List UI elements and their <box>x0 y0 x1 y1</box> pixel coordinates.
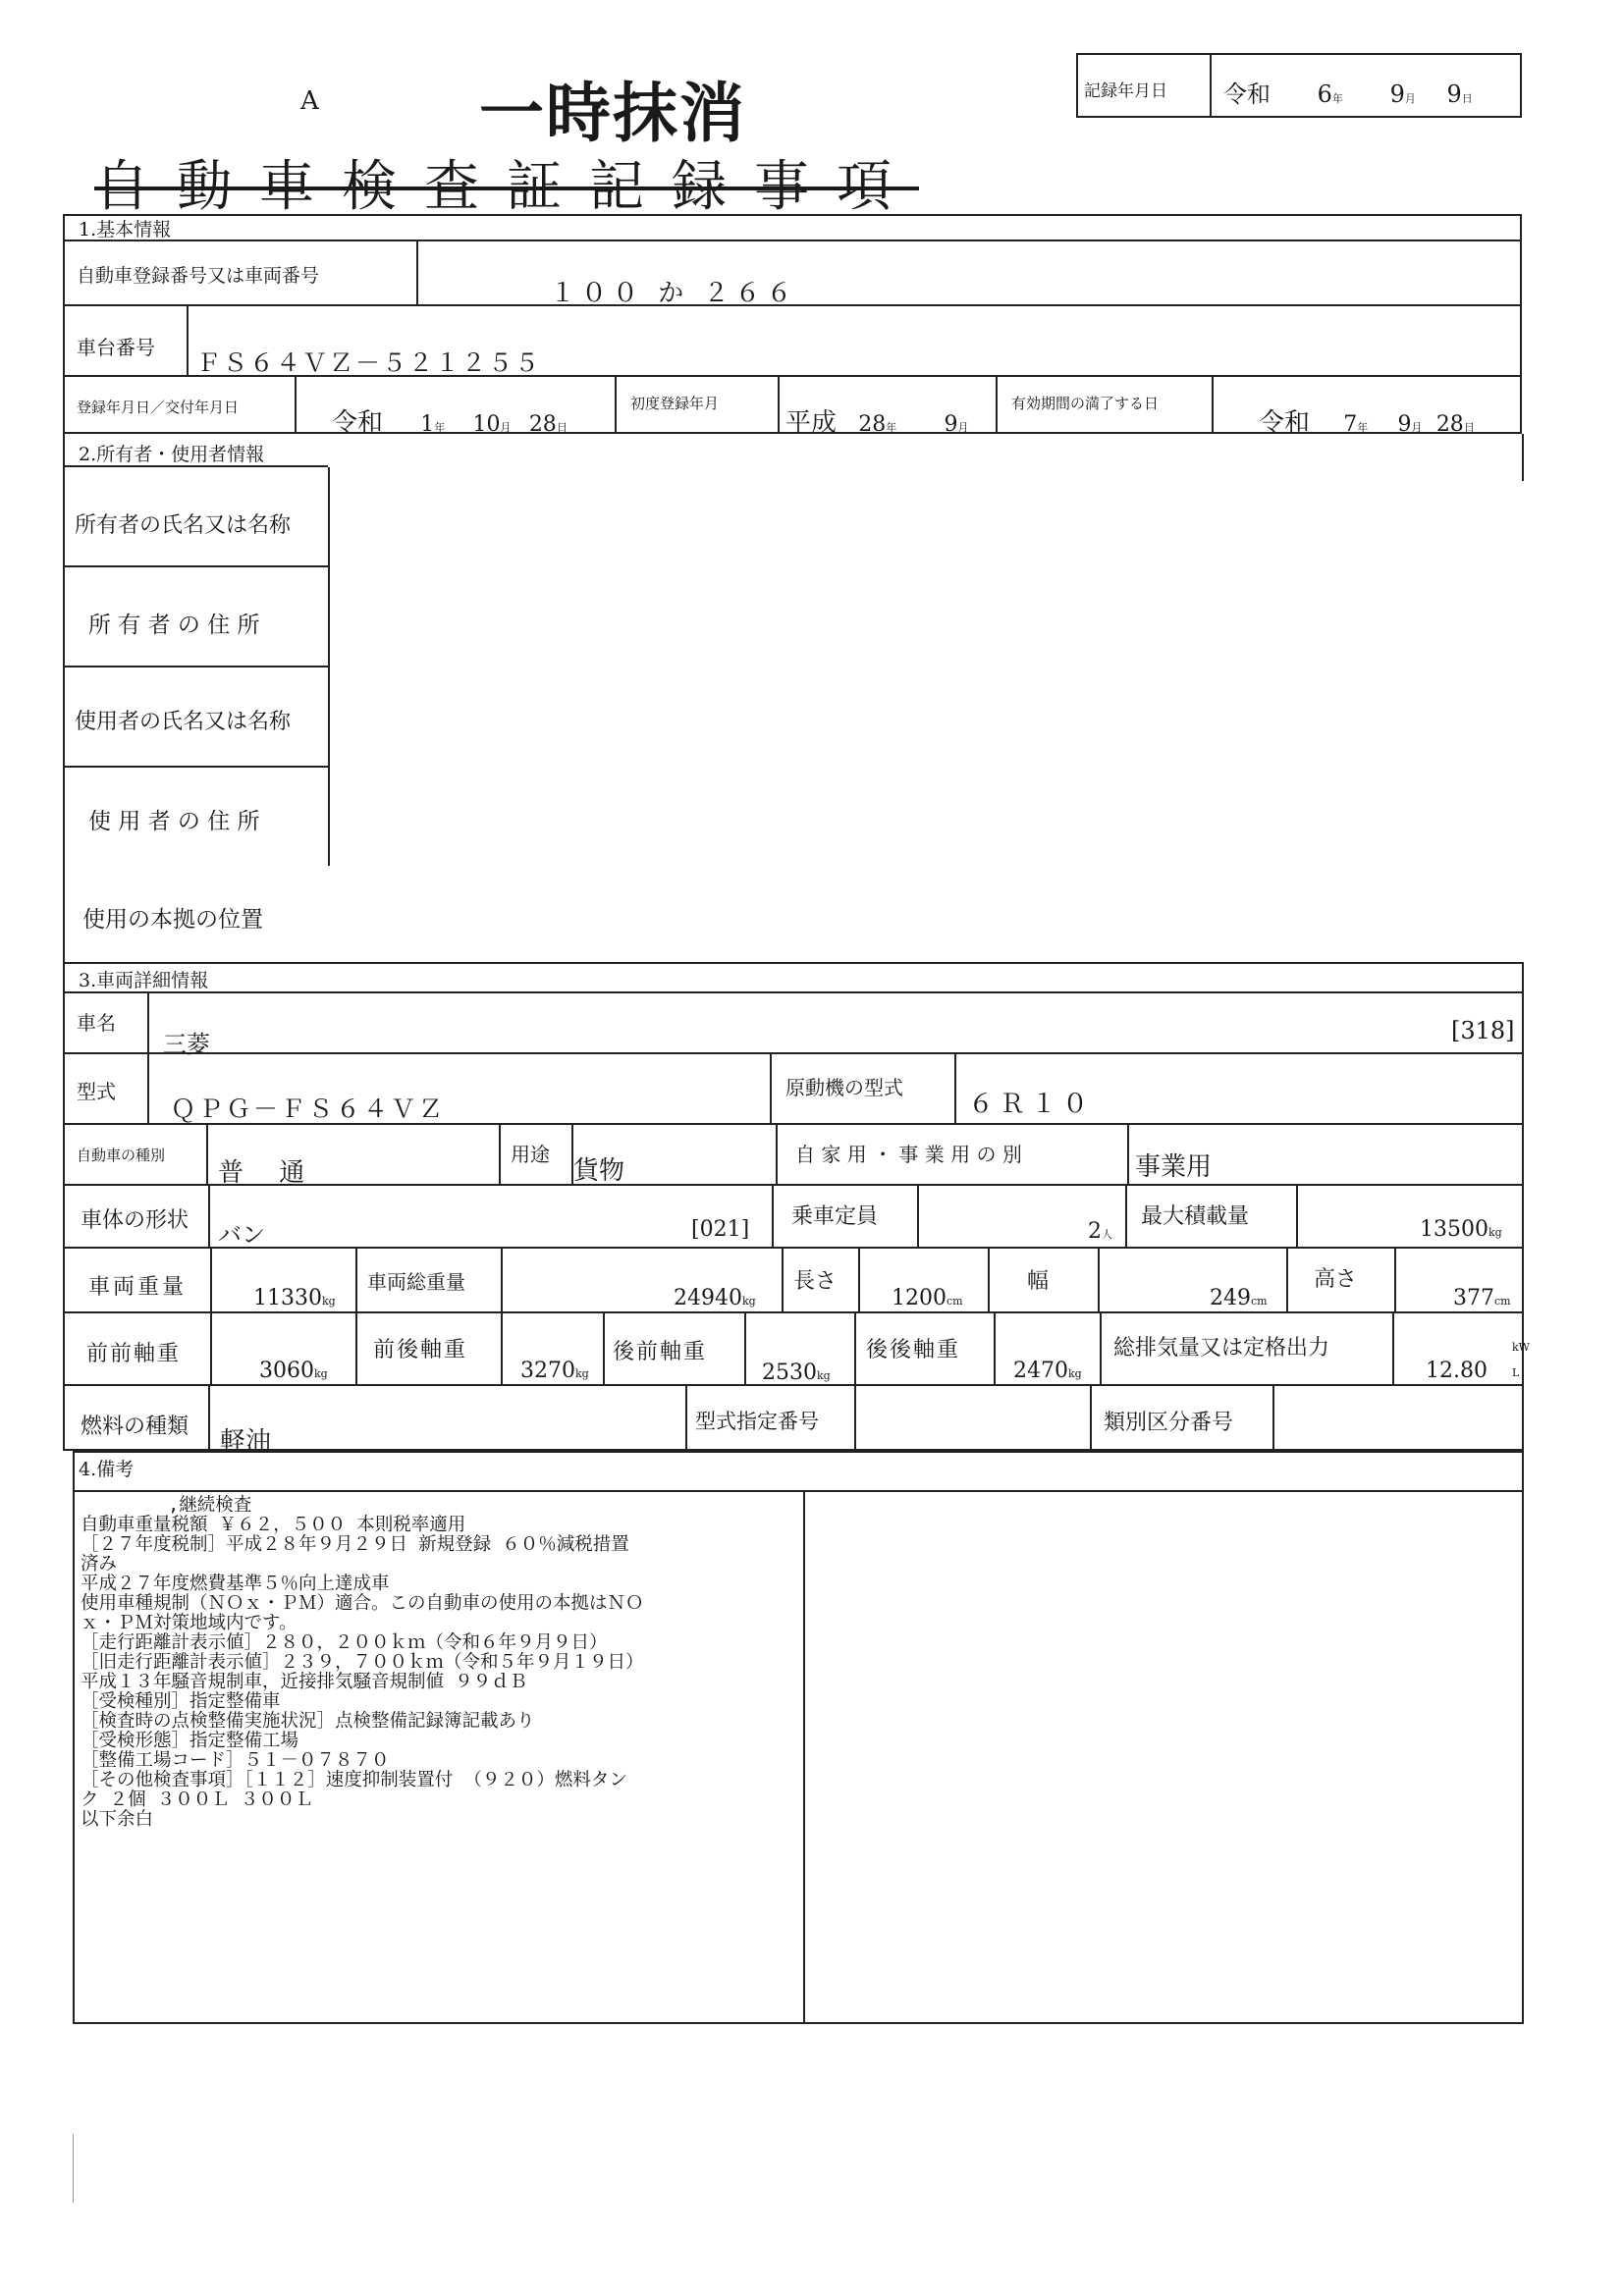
rear-front-axle-label: 後前軸重 <box>613 1340 708 1364</box>
max-load-value: 13500kg <box>1420 1217 1502 1242</box>
section-vehicle-title: 3.車両詳細情報 <box>79 970 209 991</box>
capacity-value: 2人 <box>1088 1219 1112 1244</box>
header-mark: A <box>300 86 319 116</box>
displacement-label: 総排気量又は定格出力 <box>1113 1336 1330 1361</box>
remarks-line: ［受検形態］指定整備工場 <box>81 1731 299 1751</box>
engine-model-value: ６Ｒ１０ <box>968 1090 1095 1119</box>
remarks-line: ク ２個 ３００Ｌ ３００Ｌ <box>81 1789 313 1810</box>
model-label: 型式 <box>77 1080 116 1103</box>
fuel-type-label: 燃料の種類 <box>81 1415 189 1439</box>
displacement-unit-kw: kW <box>1512 1341 1530 1354</box>
vehicle-weight-label: 車両重量 <box>88 1275 188 1300</box>
body-shape-value: バン <box>218 1221 265 1249</box>
record-date-label: 記録年月日 <box>1084 81 1167 101</box>
user-address-label: 使 用 者 の 住 所 <box>88 809 260 834</box>
owner-address-label: 所 有 者 の 住 所 <box>88 613 260 638</box>
remarks-line: 使用車種規制（ＮＯｘ・ＰＭ）適合。この自動車の使用の本拠はＮＯ <box>81 1593 644 1614</box>
remarks-line: 済み <box>81 1554 118 1575</box>
rear-rear-axle-label: 後後軸重 <box>866 1338 961 1362</box>
front-front-axle-label: 前前軸重 <box>86 1342 182 1366</box>
width-value: 249cm <box>1210 1286 1268 1310</box>
engine-model-label: 原動機の型式 <box>785 1076 903 1099</box>
section-remarks-title: 4.備考 <box>79 1459 135 1480</box>
owner-name-label: 所有者の氏名又は名称 <box>75 513 292 538</box>
user-name-label: 使用者の氏名又は名称 <box>75 710 292 734</box>
type-designation-label: 型式指定番号 <box>695 1410 819 1433</box>
car-name-label: 車名 <box>77 1011 116 1035</box>
fuel-type-value: 軽油 <box>220 1427 272 1457</box>
remarks-line: ［その他検査事項］［１１２］速度抑制装置付 （９２０）燃料タン <box>81 1770 627 1790</box>
base-location-label: 使用の本拠の位置 <box>82 907 263 933</box>
remarks-line: ｘ・ＰＭ対策地域内です。 <box>81 1613 298 1633</box>
temporary-cancellation-stamp: 一時抹消 <box>479 76 746 151</box>
private-business-value: 事業用 <box>1135 1152 1213 1182</box>
front-rear-axle-value: 3270kg <box>520 1359 589 1383</box>
private-business-label: 自 家 用 ・ 事 業 用 の 別 <box>795 1143 1022 1166</box>
remarks-line: ［整備工場コード］５１－０７８７０ <box>81 1750 390 1771</box>
rear-rear-axle-value: 2470kg <box>1013 1359 1082 1383</box>
first-registration-label: 初度登録年月 <box>630 395 720 412</box>
scan-edge-mark <box>73 2134 74 2203</box>
displacement-unit-l: L <box>1512 1366 1520 1379</box>
first-registration-value: 平成 28年 9月 <box>785 408 969 438</box>
front-rear-axle-label: 前後軸重 <box>373 1338 468 1362</box>
length-value: 1200cm <box>892 1286 963 1310</box>
purpose-label: 用途 <box>511 1143 550 1166</box>
expiry-date-value: 令和 7年 9月 28日 <box>1259 408 1475 438</box>
vehicle-weight-value: 11330kg <box>253 1286 336 1310</box>
rear-front-axle-value: 2530kg <box>762 1361 831 1385</box>
registration-number-value: １００ か ２６６ <box>550 279 798 308</box>
record-date-box <box>1076 53 1522 118</box>
remarks-line: ［検査時の点検整備実施状況］点検整備記録簿記載あり <box>81 1711 535 1732</box>
height-label: 高さ <box>1314 1267 1358 1292</box>
remarks-line: ［走行距離計表示値］２８０，２００ｋｍ（令和６年９月９日） <box>81 1632 608 1653</box>
remarks-line: ［２７年度税制］平成２８年９月２９日 新規登録 ６０％減税措置 <box>81 1534 629 1555</box>
body-shape-label: 車体の形状 <box>81 1208 189 1233</box>
remarks-line: 自動車重量税額 ￥６２，５００ 本則税率適用 <box>81 1515 466 1535</box>
height-value: 377cm <box>1453 1286 1511 1310</box>
vehicle-kind-label: 自動車の種別 <box>77 1147 166 1164</box>
car-name-code: [318] <box>1451 1017 1515 1044</box>
category-number-label: 類別区分番号 <box>1104 1411 1234 1435</box>
body-shape-code: [021] <box>691 1217 750 1242</box>
document-title: 自動車検査証記録事項 <box>94 155 919 219</box>
displacement-value: 12.80 <box>1426 1359 1488 1383</box>
purpose-value: 貨物 <box>573 1156 625 1186</box>
length-label: 長さ <box>793 1269 838 1294</box>
registration-number-label: 自動車登録番号又は車両番号 <box>77 265 320 287</box>
expiry-date-label: 有効期間の満了する日 <box>1011 395 1160 412</box>
vehicle-kind-value: 普 通 <box>218 1158 319 1188</box>
model-value: ＱＰＧ－ＦＳ６４ＶＺ <box>171 1095 447 1123</box>
record-date-value: 令和 6年 9月 9日 <box>1223 80 1473 108</box>
chassis-number-value: ＦＳ６４ＶＺ－５２１２５５ <box>196 348 542 377</box>
remarks-line: 平成２７年度燃費基準５％向上達成車 <box>81 1574 390 1594</box>
capacity-label: 乗車定員 <box>791 1204 879 1229</box>
remarks-line: 平成１３年騒音規制車，近接排気騒音規制値 ９９ｄＢ <box>81 1672 528 1692</box>
gross-weight-label: 車両総重量 <box>367 1270 465 1294</box>
remarks-text <box>81 1496 801 1830</box>
section-owner-title: 2.所有者・使用者情報 <box>79 444 265 465</box>
section-basic-title: 1.基本情報 <box>79 219 172 240</box>
remarks-line: ［旧走行距離計表示値］２３９，７００ｋｍ（令和５年９月１９日） <box>81 1652 644 1673</box>
chassis-number-label: 車台番号 <box>77 336 155 359</box>
front-front-axle-value: 3060kg <box>259 1359 328 1383</box>
issue-date-label: 登録年月日／交付年月日 <box>77 399 240 416</box>
width-label: 幅 <box>1027 1269 1050 1294</box>
max-load-label: 最大積載量 <box>1141 1204 1250 1229</box>
remarks-line: ［受検種別］指定整備車 <box>81 1691 281 1712</box>
issue-date-value: 令和 1年 10月 28日 <box>332 408 568 438</box>
remarks-line: ,継続検査 <box>81 1495 252 1516</box>
car-name-value: 三菱 <box>163 1031 210 1058</box>
gross-weight-value: 24940kg <box>674 1286 756 1310</box>
remarks-line: 以下余白 <box>81 1809 154 1830</box>
